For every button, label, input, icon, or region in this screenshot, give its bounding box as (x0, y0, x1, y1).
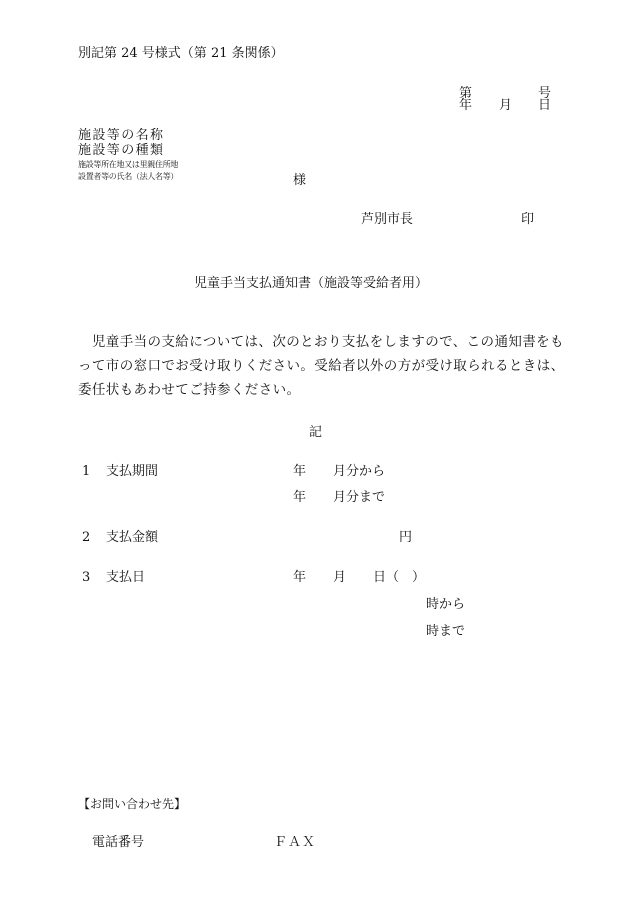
item2-label: 支払金額 (106, 530, 159, 545)
item1-from-year: 年 (293, 464, 307, 479)
item1-to-month: 月分まで (333, 490, 386, 505)
date-day: 日 (538, 98, 552, 113)
item2-number: 2 (82, 530, 91, 545)
operator-label: 設置者等の氏名（法人名等） (78, 172, 179, 181)
form-label: 別記第 24 号様式（第 21 条関係） (78, 46, 284, 61)
body-line: って市の窓口でお受け取りください。受給者以外の方が受け取られるときは、 (78, 358, 565, 374)
facility-name-label: 施設等の名称 (78, 128, 165, 143)
fax-label: ＦＡＸ (274, 835, 317, 850)
ki-heading: 記 (309, 425, 323, 440)
item1-number: 1 (82, 464, 91, 479)
body-paragraph (78, 330, 568, 402)
item3-from-time: 時から (426, 597, 466, 612)
body-line: 児童手当の支給については、次のとおり支払をしますので、この通知書をも (78, 334, 564, 350)
item1-to-year: 年 (293, 490, 307, 505)
seal-mark: 印 (521, 212, 535, 227)
date-month: 月 (499, 98, 513, 113)
item3-number: 3 (82, 570, 91, 585)
item3-to-time: 時まで (426, 624, 466, 639)
location-label: 施設等所在地又は里親住所地 (78, 160, 179, 169)
issuer-title: 芦別市長 (361, 212, 414, 227)
item3-year: 年 (293, 570, 307, 585)
item2-yen: 円 (399, 530, 413, 545)
document-title: 児童手当支払通知書（施設等受給者用） (194, 276, 429, 291)
number-suffix: 号 (538, 86, 552, 101)
item3-label: 支払日 (106, 570, 146, 585)
number-prefix: 第 (459, 86, 473, 101)
facility-type-label: 施設等の種類 (78, 143, 165, 158)
item3-day: 日（ ） (373, 570, 426, 585)
item1-from-month: 月分から (333, 464, 386, 479)
item1-label: 支払期間 (106, 464, 159, 479)
date-year: 年 (459, 98, 473, 113)
body-line: 委任状もあわせてご持参ください。 (78, 382, 301, 398)
item3-month: 月 (333, 570, 347, 585)
contact-heading: 【お問い合わせ先】 (78, 797, 187, 811)
honorific: 様 (293, 173, 307, 188)
phone-label: 電話番号 (92, 835, 145, 850)
